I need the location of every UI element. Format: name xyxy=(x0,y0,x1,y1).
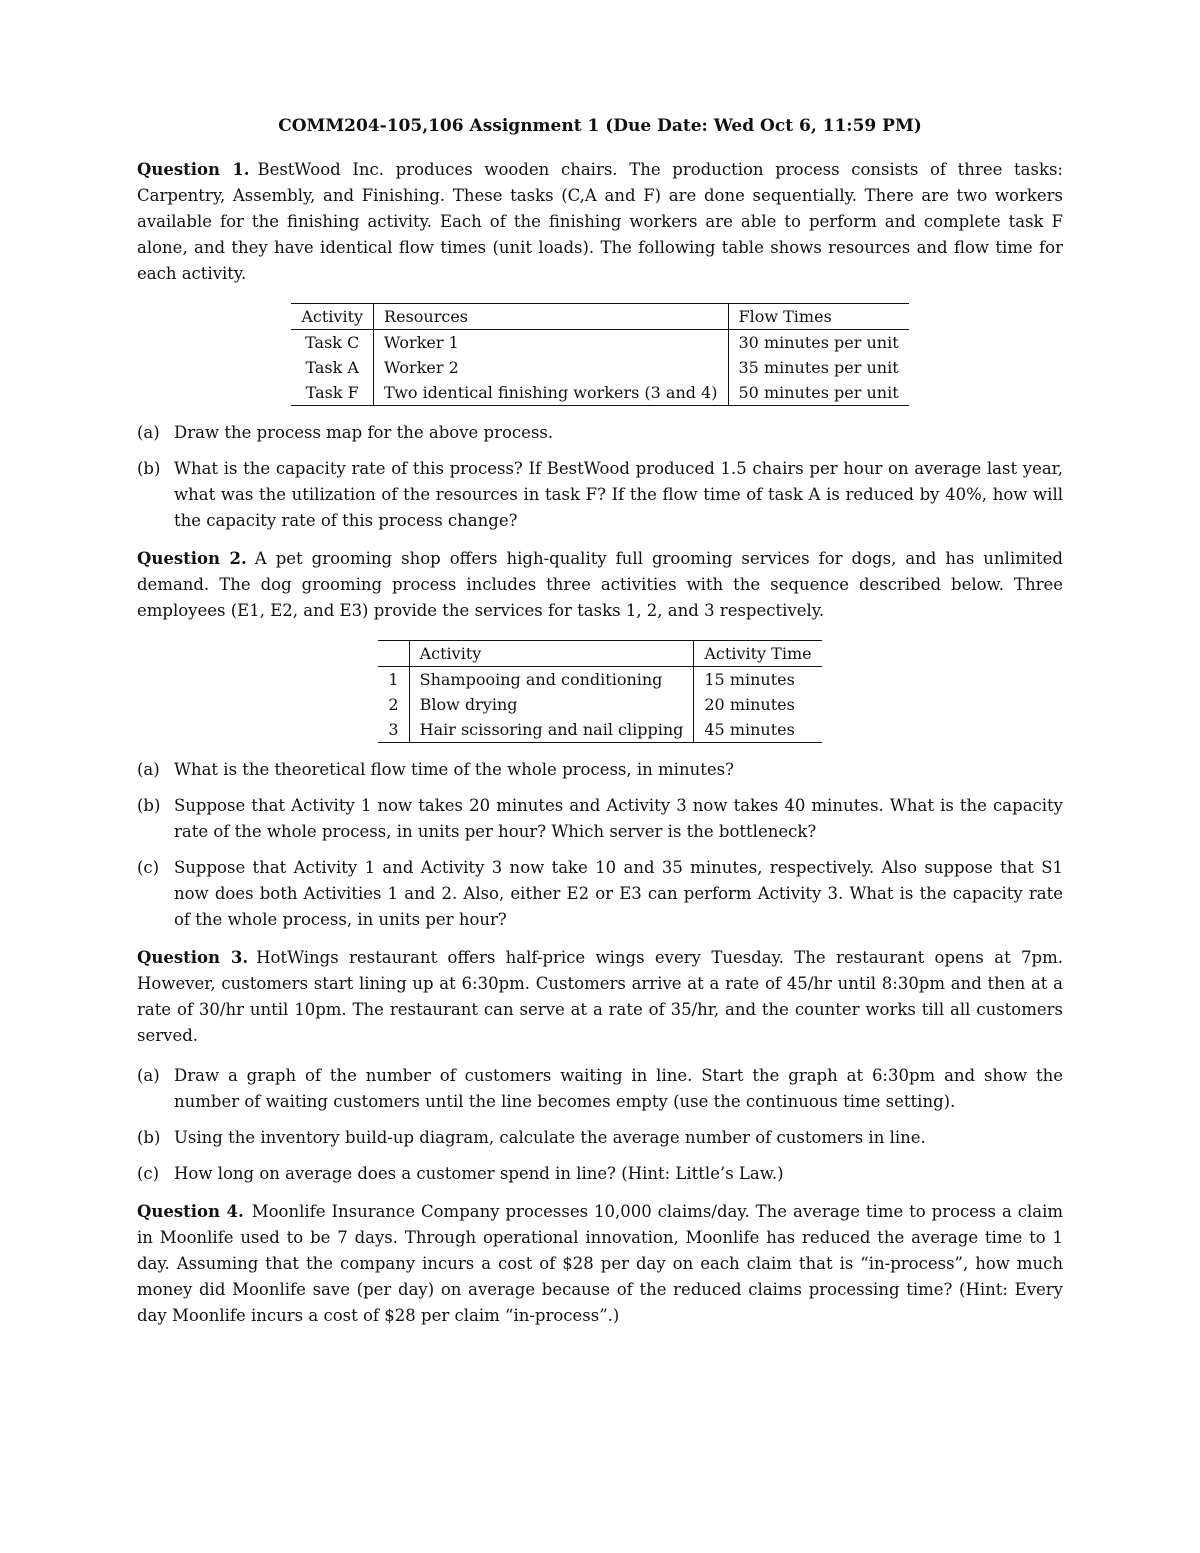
question-4-text: Moonlife Insurance Company processes 10,000 claims/day. The average time to process a claim in Moonlife used to be 7 days. Through operational innovation, Moonlife has reduced the average time to 1 day. Assuming that the company incurs a cost of $28 per day on each claim that is “in-process”, how much money did Moonlife save (per day) on average because of the reduced claims processing time? (Hint: Every day Moonlife incurs a cost of $28 per claim “in-process”.) xyxy=(137,1202,1063,1325)
part-text: Draw a graph of the number of customers waiting in line. Start the graph at 6:30pm and show the number of waiting customers until the line becomes empty (use the continuous time setting). xyxy=(174,1066,1063,1111)
question-4-heading: Question 4. xyxy=(137,1202,244,1221)
document-title: COMM204-105,106 Assignment 1 (Due Date: Wed Oct 6, 11:59 PM) xyxy=(278,116,922,136)
question-1-table xyxy=(291,303,908,406)
question-2-table xyxy=(378,640,821,743)
table-row xyxy=(378,717,821,743)
question-part xyxy=(137,456,1063,534)
question-part xyxy=(137,1161,1063,1187)
table-cell: Task A xyxy=(291,355,373,380)
question-3-text: HotWings restaurant offers half-price wings every Tuesday. The restaurant opens at 7pm. However, customers start lining up at 6:30pm. Customers arrive at a rate of 45/hr until 8:30pm and then at a rate of 30/hr until 10pm. The restaurant can serve at a rate of 35/hr, and the counter works till all customers served. xyxy=(137,948,1063,1045)
part-label: (b) xyxy=(137,796,161,815)
table-cell: 2 xyxy=(378,692,409,717)
question-1 xyxy=(137,157,1063,287)
table-header xyxy=(378,641,409,667)
table-cell: Task F xyxy=(291,380,373,406)
question-2 xyxy=(137,546,1063,624)
part-text: Using the inventory build-up diagram, calculate the average number of customers in line. xyxy=(174,1128,926,1147)
part-label: (c) xyxy=(137,858,160,877)
part-text: Draw the process map for the above process. xyxy=(174,423,554,442)
table-cell: 50 minutes per unit xyxy=(728,380,909,406)
table-header: Resources xyxy=(374,304,728,330)
question-3 xyxy=(137,945,1063,1049)
question-part xyxy=(137,1063,1063,1115)
part-text: How long on average does a customer spend in line? (Hint: Little’s Law.) xyxy=(174,1164,784,1183)
question-part xyxy=(137,420,1063,446)
table-cell: 30 minutes per unit xyxy=(738,333,899,352)
table-cell: 1 xyxy=(378,667,409,693)
table-cell: Worker 2 xyxy=(374,355,728,380)
question-3-parts xyxy=(137,1063,1063,1187)
table-header: Activity xyxy=(291,304,373,330)
part-label: (b) xyxy=(137,459,161,478)
part-label: (c) xyxy=(137,1164,160,1183)
part-text: Suppose that Activity 1 and Activity 3 now take 10 and 35 minutes, respectively. Also suppose that S1 now does both Activities 1 and 2. Also, either E2 or E3 can perform Activity 3. What is the capacity rate of the whole process, in units per hour? xyxy=(174,858,1063,929)
question-3-heading: Question 3. xyxy=(137,948,249,967)
table-cell: Two identical finishing workers (3 and 4) xyxy=(374,380,728,406)
table-cell: Shampooing and conditioning xyxy=(409,667,694,693)
question-4 xyxy=(137,1199,1063,1329)
question-part xyxy=(137,1125,1063,1151)
table-cell: Worker 1 xyxy=(374,330,728,356)
table-cell: 45 minutes xyxy=(694,717,822,743)
table-header: Activity Time xyxy=(694,641,822,667)
table-cell: Blow drying xyxy=(409,692,694,717)
table-row xyxy=(291,330,908,356)
table-row xyxy=(291,380,908,406)
table-row xyxy=(378,667,821,693)
table-cell: 15 minutes xyxy=(704,670,795,689)
question-part xyxy=(137,793,1063,845)
table-cell: Task C xyxy=(291,330,373,356)
table-cell: Hair scissoring and nail clipping xyxy=(409,717,694,743)
question-2-parts xyxy=(137,757,1063,933)
question-2-text: A pet grooming shop offers high-quality full grooming services for dogs, and has unlimited demand. The dog grooming process includes three activities with the sequence described below. Three employees (E1, E2, and E3) provide the services for tasks 1, 2, and 3 respectively. xyxy=(137,549,1063,620)
table-header: Activity xyxy=(409,641,694,667)
part-text: What is the theoretical flow time of the whole process, in minutes? xyxy=(174,760,734,779)
question-1-text: BestWood Inc. produces wooden chairs. The production process consists of three tasks: Carpentry, Assembly, and Finishing. These tasks (C,A and F) are done sequentially. There are two workers available for the finishing activity. Each of the finishing workers are able to perform and complete task F alone, and they have identical flow times (unit loads). The following table shows resources and flow time for each activity. xyxy=(137,160,1063,283)
question-2-heading: Question 2. xyxy=(137,549,247,568)
question-part xyxy=(137,757,1063,783)
question-1-heading: Question 1. xyxy=(137,160,250,179)
part-text: What is the capacity rate of this process? If BestWood produced 1.5 chairs per hour on average last year, what was the utilization of the resources in task F? If the flow time of task A is reduced by 40%, how will the capacity rate of this process change? xyxy=(174,459,1063,530)
question-part xyxy=(137,855,1063,933)
part-label: (b) xyxy=(137,1128,161,1147)
table-header: Flow Times xyxy=(728,304,909,330)
part-text: Suppose that Activity 1 now takes 20 minutes and Activity 3 now takes 40 minutes. What is the capacity rate of the whole process, in units per hour? Which server is the bottleneck? xyxy=(174,796,1063,841)
question-1-parts xyxy=(137,420,1063,534)
table-cell: 3 xyxy=(378,717,409,743)
document-page xyxy=(137,113,1063,1343)
part-label: (a) xyxy=(137,1066,160,1085)
part-label: (a) xyxy=(137,423,160,442)
table-cell: 35 minutes per unit xyxy=(738,358,899,377)
table-row xyxy=(291,355,908,380)
table-row xyxy=(378,692,821,717)
part-label: (a) xyxy=(137,760,160,779)
table-cell: 20 minutes xyxy=(704,695,795,714)
